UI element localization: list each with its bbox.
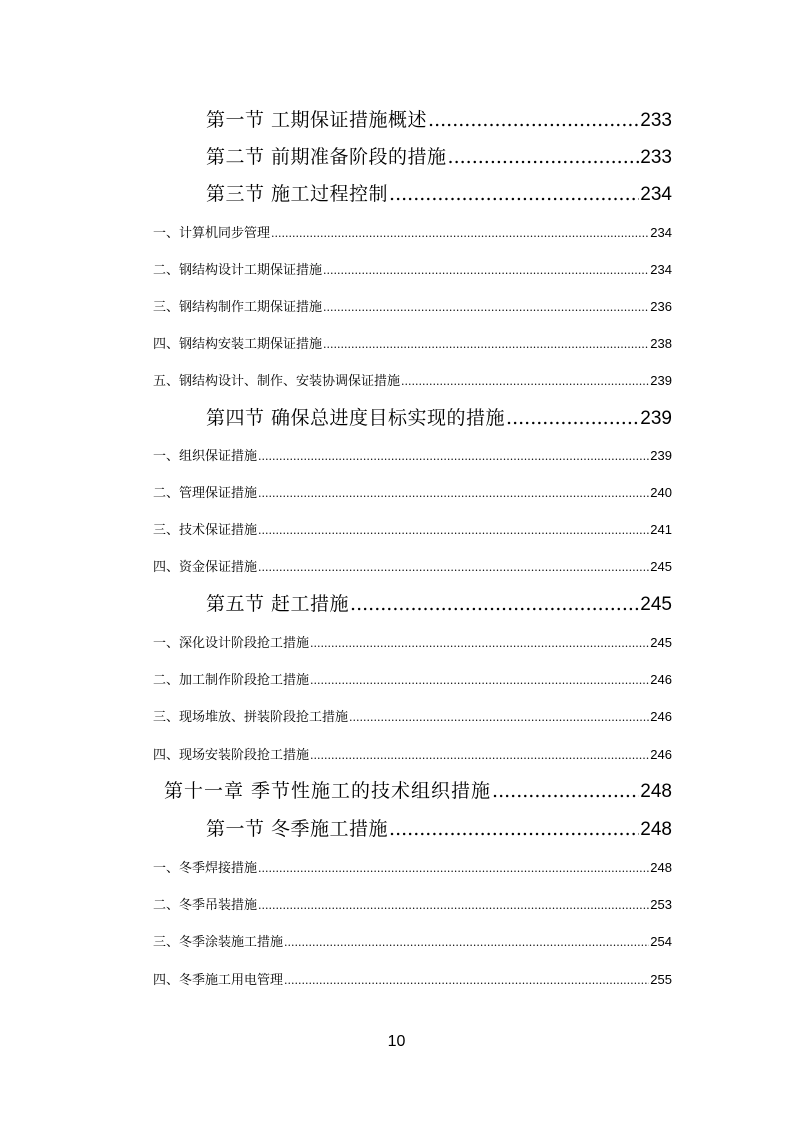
toc-entry-page: 254	[650, 934, 672, 949]
toc-entry-label: 第五节 赶工措施	[206, 593, 350, 615]
toc-entry-page: 246	[650, 747, 672, 762]
toc-entry-label: 一、组织保证措施	[153, 449, 258, 464]
toc-entry-page: 245	[650, 559, 672, 574]
toc-entry-page: 240	[650, 485, 672, 500]
toc-entry-label: 四、资金保证措施	[153, 560, 258, 575]
toc-leader-dots	[389, 817, 639, 841]
toc-entry[interactable]	[153, 896, 672, 914]
toc-entry[interactable]	[206, 406, 672, 430]
toc-leader-dots	[323, 262, 649, 280]
toc-entry[interactable]	[153, 335, 672, 353]
toc-entry-page: 246	[650, 672, 672, 687]
toc-entry[interactable]	[153, 484, 672, 502]
toc-entry[interactable]	[153, 859, 672, 877]
toc-entry[interactable]	[206, 145, 672, 169]
toc-leader-dots	[258, 860, 649, 878]
toc-entry-page: 245	[650, 635, 672, 650]
toc-leader-dots	[323, 336, 649, 354]
toc-leader-dots	[389, 182, 639, 206]
toc-entry-label: 二、冬季吊装措施	[153, 898, 258, 913]
page-number: 10	[387, 1033, 406, 1050]
toc-entry[interactable]	[153, 372, 672, 390]
toc-entry[interactable]	[206, 817, 672, 841]
toc-entry-page: 253	[650, 897, 672, 912]
toc-entry-page: 234	[650, 225, 672, 240]
toc-entry-page: 233	[640, 110, 672, 131]
toc-entry-page: 239	[650, 373, 672, 388]
toc-leader-dots	[310, 747, 649, 765]
toc-leader-dots	[284, 934, 649, 952]
toc-entry-label: 第一节 冬季施工措施	[206, 818, 389, 840]
toc-entry[interactable]	[206, 108, 672, 132]
toc-leader-dots	[258, 522, 649, 540]
toc-entry-label: 四、钢结构安装工期保证措施	[153, 337, 323, 352]
toc-entry-label: 二、钢结构设计工期保证措施	[153, 263, 323, 278]
toc-entry[interactable]	[153, 746, 672, 764]
toc-entry-label: 一、深化设计阶段抢工措施	[153, 636, 310, 651]
toc-entry-page: 241	[650, 522, 672, 537]
toc-entry[interactable]	[153, 298, 672, 316]
toc-entry-label: 一、计算机同步管理	[153, 226, 271, 241]
toc-entry-label: 一、冬季焊接措施	[153, 861, 258, 876]
toc-entry-label: 第二节 前期准备阶段的措施	[206, 146, 447, 168]
toc-entry-page: 234	[640, 184, 672, 205]
toc-leader-dots	[401, 373, 649, 391]
toc-entry[interactable]	[153, 671, 672, 689]
toc-entry[interactable]	[164, 779, 672, 803]
toc-leader-dots	[284, 972, 649, 990]
toc-leader-dots	[492, 779, 639, 803]
toc-leader-dots	[258, 448, 649, 466]
toc-entry-label: 四、冬季施工用电管理	[153, 973, 284, 988]
toc-entry[interactable]	[153, 558, 672, 576]
toc-entry-page: 233	[640, 147, 672, 168]
toc-entry-label: 四、现场安装阶段抢工措施	[153, 748, 310, 763]
toc-entry[interactable]	[153, 971, 672, 989]
toc-leader-dots	[271, 225, 649, 243]
toc-leader-dots	[323, 299, 649, 317]
toc-entry[interactable]	[153, 447, 672, 465]
toc-entry-label: 三、钢结构制作工期保证措施	[153, 300, 323, 315]
toc-leader-dots	[310, 635, 649, 653]
toc-leader-dots	[258, 485, 649, 503]
toc-entry[interactable]	[206, 592, 672, 616]
toc-entry-page: 246	[650, 709, 672, 724]
toc-entry-label: 三、技术保证措施	[153, 523, 258, 538]
toc-entry-page: 245	[640, 594, 672, 615]
toc-leader-dots	[448, 145, 640, 169]
toc-entry-label: 五、钢结构设计、制作、安装协调保证措施	[153, 374, 401, 389]
toc-entry[interactable]	[153, 521, 672, 539]
toc-entry-label: 三、冬季涂装施工措施	[153, 935, 284, 950]
toc-entry-page: 248	[640, 819, 672, 840]
toc-entry-page: 234	[650, 262, 672, 277]
toc-leader-dots	[258, 897, 649, 915]
toc-entry-page: 239	[650, 448, 672, 463]
toc-entry[interactable]	[153, 261, 672, 279]
toc-entry-label: 二、加工制作阶段抢工措施	[153, 673, 310, 688]
toc-entry-label: 第三节 施工过程控制	[206, 183, 389, 205]
toc-entry[interactable]	[153, 634, 672, 652]
toc-entry-label: 第一节 工期保证措施概述	[206, 109, 428, 131]
toc-leader-dots	[258, 559, 649, 577]
toc-entry-page: 248	[640, 781, 672, 802]
toc-entry-label: 第十一章 季节性施工的技术组织措施	[164, 780, 492, 802]
toc-leader-dots	[428, 108, 639, 132]
toc-leader-dots	[350, 592, 639, 616]
toc-entry-page: 255	[650, 972, 672, 987]
toc-entry[interactable]	[153, 708, 672, 726]
toc-entry-page: 238	[650, 336, 672, 351]
toc-entry-label: 三、现场堆放、拼装阶段抢工措施	[153, 710, 349, 725]
toc-entry-page: 239	[640, 408, 672, 429]
toc-leader-dots	[349, 709, 649, 727]
toc-entry-page: 248	[650, 860, 672, 875]
toc-leader-dots	[506, 406, 639, 430]
toc-entry-page: 236	[650, 299, 672, 314]
toc-entry-label: 二、管理保证措施	[153, 486, 258, 501]
toc-entry[interactable]	[153, 224, 672, 242]
toc-entry[interactable]	[153, 933, 672, 951]
toc-entry[interactable]	[206, 182, 672, 206]
toc-entry-label: 第四节 确保总进度目标实现的措施	[206, 407, 506, 429]
toc-leader-dots	[310, 672, 649, 690]
